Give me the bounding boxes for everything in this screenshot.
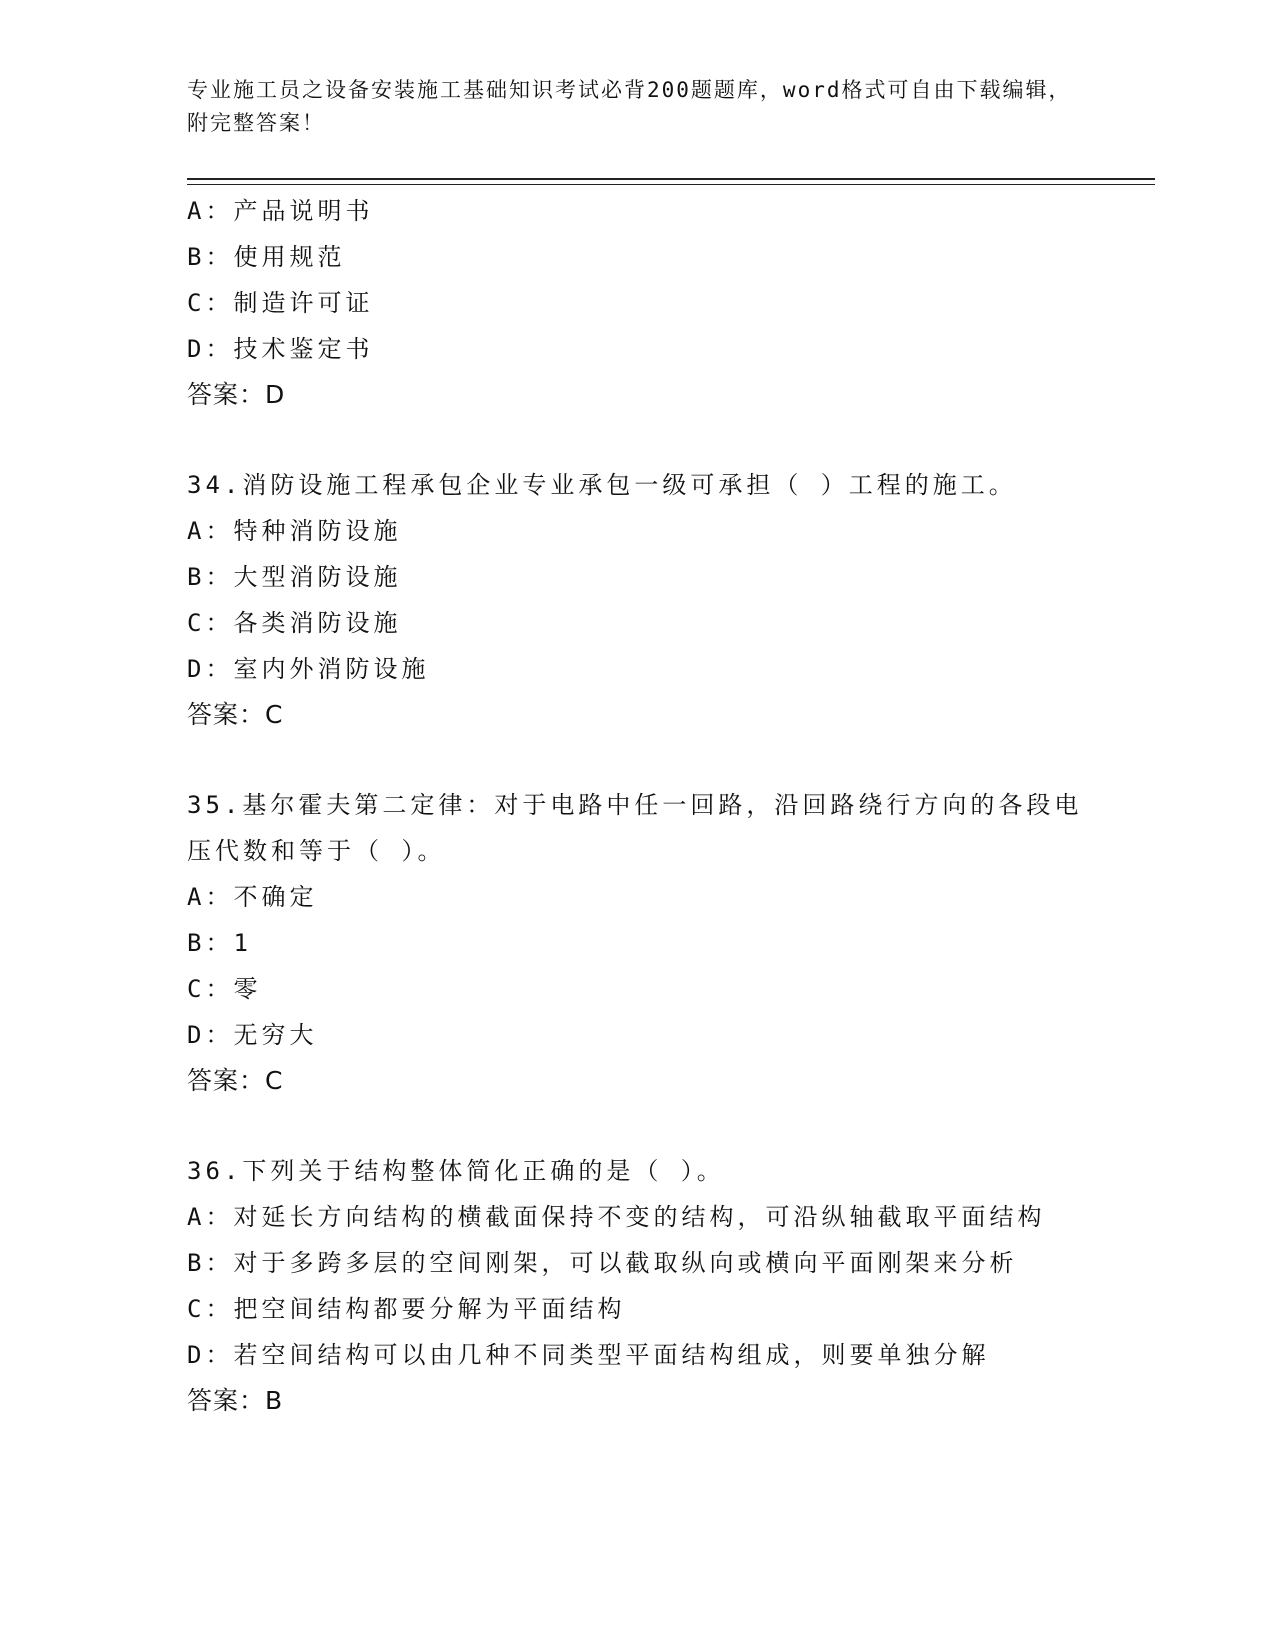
- option-d: D：室内外消防设施: [187, 655, 430, 683]
- question-text: 35.基尔霍夫第二定律：对于电路中任一回路，沿回路绕行方向的各段电压代数和等于（ ）。: [187, 791, 1083, 865]
- option-c: C：把空间结构都要分解为平面结构: [187, 1295, 626, 1323]
- header-divider-thin: [187, 184, 1155, 185]
- option-d: D：无穷大: [187, 1021, 318, 1049]
- option-a: A：对延长方向结构的横截面保持不变的结构，可沿纵轴截取平面结构: [187, 1203, 1046, 1231]
- option-c: C：零: [187, 975, 262, 1003]
- option-b: B：使用规范: [187, 243, 346, 271]
- option-d: D：若空间结构可以由几种不同类型平面结构组成，则要单独分解: [187, 1341, 990, 1369]
- question-33-continued: [187, 188, 1087, 418]
- question-34: [187, 462, 1087, 738]
- option-b: B：对于多跨多层的空间刚架，可以截取纵向或横向平面刚架来分析: [187, 1249, 1018, 1277]
- answer-line: 答案：C: [187, 1066, 284, 1095]
- option-b: B：1: [187, 929, 252, 957]
- option-a: A：特种消防设施: [187, 517, 402, 545]
- document-header: 专业施工员之设备安装施工基础知识考试必背200题题库，word格式可自由下载编辑，附完整答案！: [187, 78, 1072, 135]
- answer-line: 答案：B: [187, 1386, 284, 1415]
- question-36: [187, 1148, 1087, 1424]
- question-35: [187, 782, 1087, 1104]
- answer-line: 答案：D: [187, 380, 286, 409]
- option-a: A：产品说明书: [187, 197, 374, 225]
- question-list: [187, 188, 1087, 1424]
- option-d: D：技术鉴定书: [187, 335, 374, 363]
- option-a: A：不确定: [187, 883, 318, 911]
- header-divider-thick: [187, 178, 1155, 180]
- question-text: 34.消防设施工程承包企业专业承包一级可承担（ ）工程的施工。: [187, 471, 1017, 499]
- answer-line: 答案：C: [187, 700, 284, 729]
- option-c: C：制造许可证: [187, 289, 374, 317]
- question-text: 36.下列关于结构整体简化正确的是（ ）。: [187, 1157, 725, 1185]
- option-c: C：各类消防设施: [187, 609, 402, 637]
- option-b: B：大型消防设施: [187, 563, 402, 591]
